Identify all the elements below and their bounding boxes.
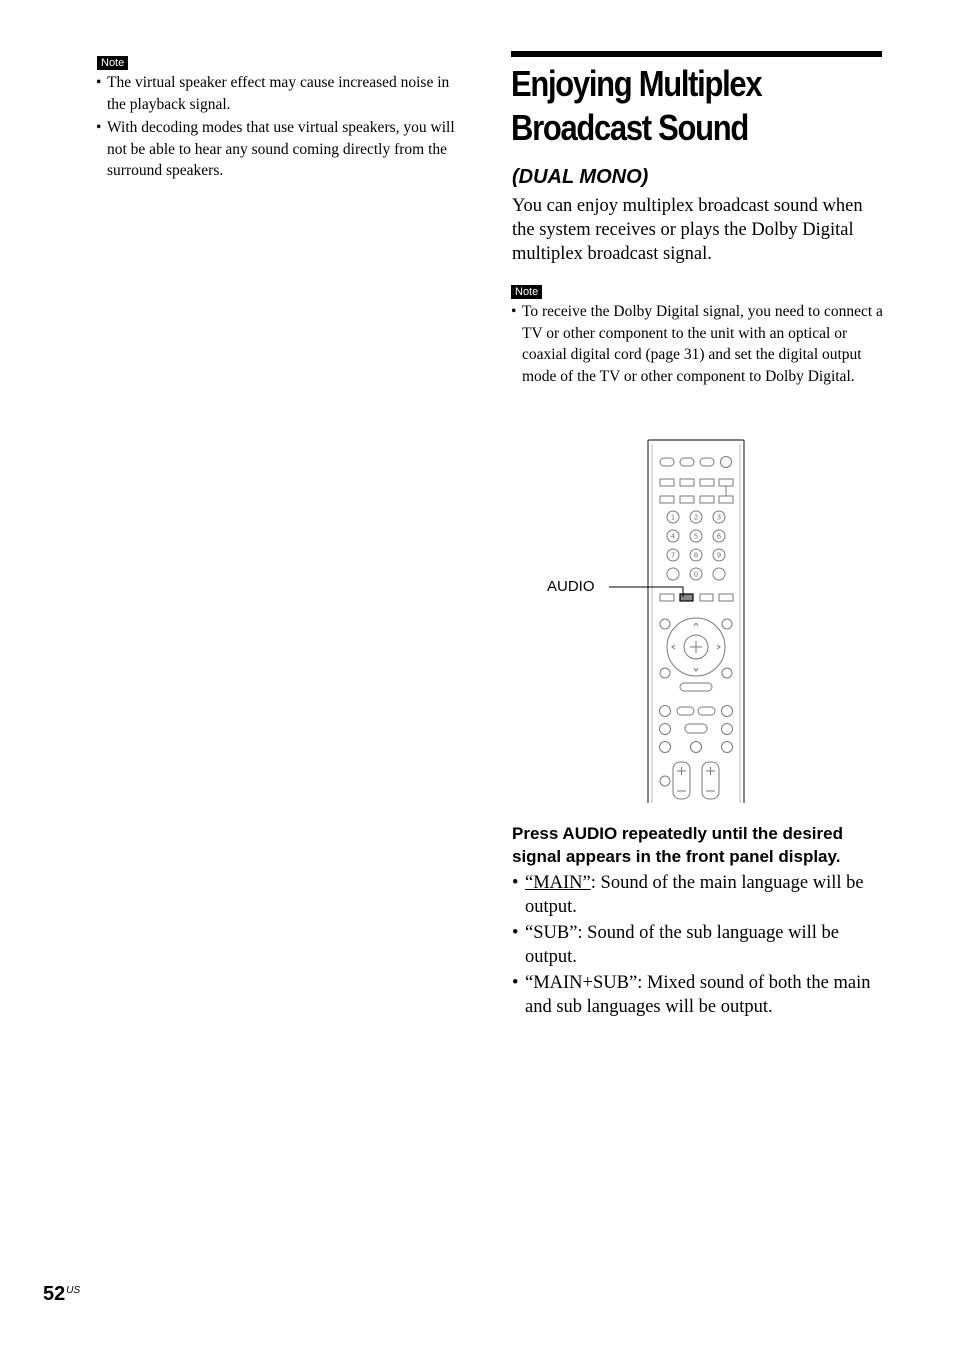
remote-control-illustration [540,436,750,806]
note-badge: Note [97,56,128,70]
note-badge: Note [511,285,542,299]
title-line: Enjoying Multiplex [511,63,762,104]
title-line: Broadcast Sound [511,107,748,148]
page-region: US [66,1285,81,1296]
right-note-list [511,301,883,389]
option-description: : Sound of the main language will be output. [525,873,864,917]
option-term: “MAIN+SUB” [525,973,638,993]
number-key-label: 1 [670,513,676,522]
option-list [512,871,887,1021]
audio-callout-label: AUDIO [547,578,595,595]
number-key-label: 4 [670,532,676,541]
left-note-list [96,72,468,184]
option-description: : Sound of the sub language will be output. [525,923,839,967]
option-term: “SUB” [525,923,578,943]
option-description: : Mixed sound of both the main and sub languages will be output. [525,973,871,1017]
page-number [43,1283,80,1306]
list-item: • To receive the Dolby Digital signal, you need to connect a TV or other component to the unit with an optical or coaxial digital cord (page 31) and set the digital output mode of the TV or other component to Dolby Digital. [511,301,883,387]
list-item [512,971,887,1019]
number-key-label: 0 [693,570,699,579]
intro-paragraph: You can enjoy multiplex broadcast sound when the system receives or plays the Dolby Digital multiplex broadcast signal. [512,196,863,264]
callout-line [609,587,683,597]
number-key-label: 5 [693,532,699,541]
list-item: • The virtual speaker effect may cause increased noise in the playback signal. [96,72,468,115]
list-item: • With decoding modes that use virtual speakers, you will not be able to hear any sound coming directly from the surround speakers. [96,117,468,182]
page-title [511,62,838,150]
number-key-label: 6 [716,532,722,541]
number-key-label: 3 [716,513,722,522]
step-heading: Press AUDIO repeatedly until the desired signal appears in the front panel display. [512,824,843,866]
number-key-label: 2 [693,513,699,522]
number-key-label: 7 [670,551,676,560]
list-item [512,921,887,969]
number-key-label: 9 [716,551,722,560]
section-rule [511,51,882,57]
section-subtitle: (DUAL MONO) [512,166,649,188]
number-key-label: 8 [693,551,699,560]
page-number-value: 52 [43,1283,66,1305]
option-term: “MAIN” [525,873,591,893]
list-item [512,871,887,919]
